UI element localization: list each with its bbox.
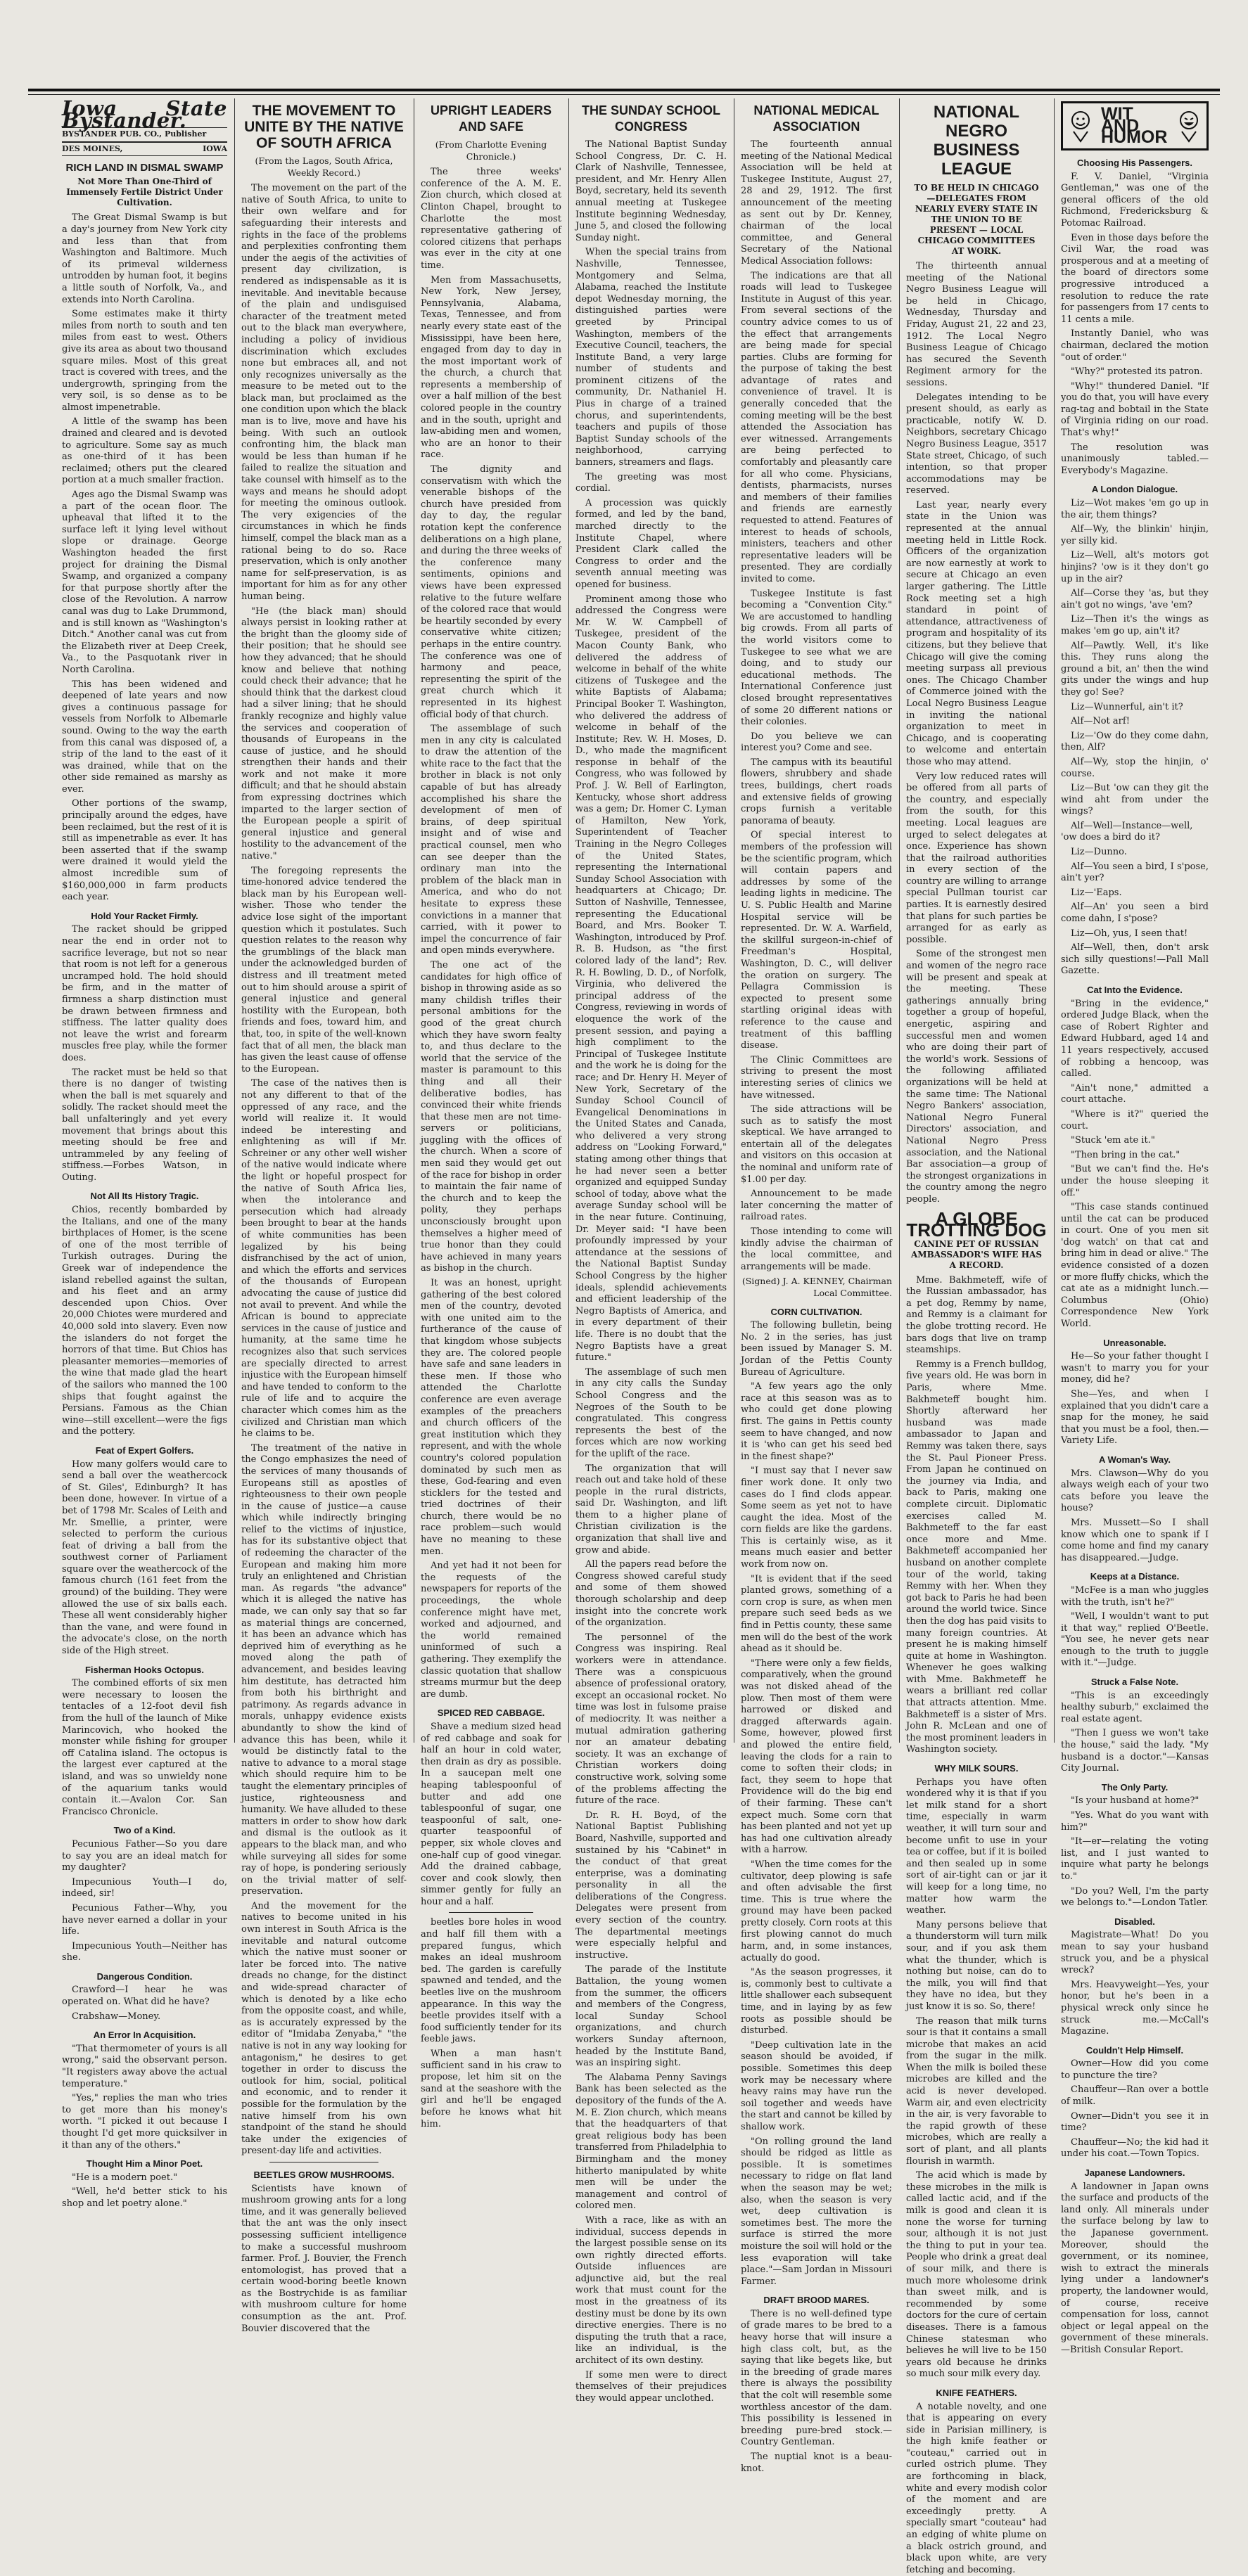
paragraph: "On rolling ground the land should be ridged as little as possible. It is sometimes necessary to ridge on flat land when the season may be wet; also, when the season is very wet, deep cultivation is sometimes best. The more the surface is stirred the more moisture the soil will hold or the less evaporation will take place."—Sam Jordan in Missouri Farmer. xyxy=(741,2136,892,2288)
headline-upright-leaders: UPRIGHT LEADERS AND SAFE xyxy=(421,103,561,135)
paragraph: Remmy is a French bulldog, five years old. He was born in Paris, where Mme. Bakhmeteff bought him. Shortly afterward her husband was made ambassador to Japan and Remmy was taken there, says the St. Paul Pioneer Press. From Japan he continued on the journey via India, and back to Paris, making one complete circuit. Diplomatic exercises called M. Bakhmeteff to the far east once more and Mme. Bakhmeteff accompanied her husband on another complete tour of the world, taking Remmy with her. When they got back to Paris he had been around the world twice. Since then the dog has paid visits to many foreign countries. At present he is making himself quite at home in Washington. Whenever he goes walking with Mme. Bakhmeteff he wears a brilliant red collar that attracts attention. Mme. Bakhmeteff is a sister of Mrs. John R. McLean and one of the most prominent leaders in Washington society. xyxy=(906,1359,1047,1756)
paragraph: "Yes," replies the man who tries to get more than his money's worth. "I picked it out because I thought I'd get more quicksilver in it than any of the others." xyxy=(62,2093,227,2151)
paragraph: The Great Dismal Swamp is but a day's journey from New York city and less than that from Washington and Baltimore. Much of its primeval wilderness untrodden by human foot, it begins a little south of Norfolk, Va., and extends into North Carolina. xyxy=(62,212,227,306)
top-rule-thin xyxy=(28,94,1220,95)
paragraph: Delegates intending to be present should, as early as practicable, notify W. D. Neighbors, secretary Chicago Negro Business League, 3517 State street, Chicago, of such intention, so that proper accommodations may be reserved. xyxy=(906,392,1047,497)
paragraph: Impecunious Youth—I do, indeed, sir! xyxy=(62,1877,227,1900)
paragraph: Mrs. Clawson—Why do you always weigh each of your two cats before you leave the house? xyxy=(1061,1468,1209,1515)
paragraph: "Why?" protested its patron. xyxy=(1061,366,1209,378)
paragraph: Alf—Wy, stop the hinjin, o' course. xyxy=(1061,757,1209,780)
paragraph: Alf—Wy, the blinkin' hinjin, yer silly kid. xyxy=(1061,524,1209,547)
paragraph: A notable novelty, and one that is appearing on every side in Parisian millinery, is the high knife feather or "couteau," carried out in curled ostrich plume. They are forthcoming in black, white and every modish color of the moment and are exceedingly pretty. A specially smart "couteau" had an edging of white plume on a black ostrich ground, and black upon white, are very fetching and becoming. xyxy=(906,2402,1047,2576)
paragraph: "A few years ago the only race at this season was as to who could get done plowing first. The gains in Pettis county seem to have changed, and now it is 'who can get his seed bed in the finest shape?' xyxy=(741,1381,892,1463)
paragraph: Alf—Well, then, don't arsk sich silly questions!—Pall Mall Gazette. xyxy=(1061,942,1209,978)
top-rule xyxy=(28,89,1220,91)
column-7 xyxy=(1061,98,1209,1743)
paragraph: Liz—'Eaps. xyxy=(1061,887,1209,899)
headline-beetles: BEETLES GROW MUSHROOMS. xyxy=(241,2170,407,2181)
paragraph: Owner—How did you come to puncture the tire? xyxy=(1061,2058,1209,2082)
humor-headline: Struck a False Note. xyxy=(1061,1677,1209,1689)
credit-upright-leaders: (From Charlotte Evening Chronicle.) xyxy=(421,139,561,162)
wit-and-humor-title: WIT AND HUMOR xyxy=(1101,108,1169,143)
paragraph: All the papers read before the Congress showed careful study and some of them showed thorough scholarship and deep insight into the concrete work of the organization. xyxy=(575,1559,727,1629)
paragraph: The resolution was unanimously tabled.—Everybody's Magazine. xyxy=(1061,442,1209,478)
paragraph: The greeting was most cordial. xyxy=(575,472,727,495)
paragraph: Alf—You seen a bird, I s'pose, ain't yer? xyxy=(1061,861,1209,885)
paragraph: "As the season progresses, it is, commonly best to cultivate a little shallower each subsequent time, and in laying by as few roots as possible should be disturbed. xyxy=(741,1967,892,2037)
paragraph: Some of the strongest men and women of the negro race will be present and speak at the meeting. These gatherings annually bring together a group of hopeful, energetic, aspiring and successful men and women who are doing their part of the world's work. Sessions of the following affiliated organizations will be held at the same time: The National Negro Bankers' association, National Negro Funeral Directors' association, and National Negro Press association, and the National Bar association—a group of the strongest organizations in the country among the negro people. xyxy=(906,949,1047,1205)
paragraph: Chauffeur—No; the kid had it under his coat.—Town Topics. xyxy=(1061,2137,1209,2160)
paragraph: "When the time comes for the cultivator, deep plowing is safe and often advisable the first time. This is true where the ground may have been packed pretty closely. Corn roots at this first plowing cannot do much harm, and, in some instances, actually do good. xyxy=(741,1859,892,1964)
paragraph: A little of the swamp has been drained and cleared and is devoted to agriculture. Some say as much as one-third of it has been reclaimed; others put the cleared portion at a much smaller fraction. xyxy=(62,416,227,487)
masthead-place xyxy=(62,142,227,157)
paragraph: Alf—Not arf! xyxy=(1061,716,1209,728)
paragraph: The indications are that all roads will lead to Tuskegee Institute in August of this year. From several sections of the country advice comes to us of the effect that arrangements are being made for special parties. Clubs are forming for the purpose of taking the best advantage of rates and convenience of travel. It is generally conceded that the coming meeting will be the best attended the Association has ever witnessed. Arrangements are being perfected to comfortably and pleasantly care for all who come. Physicians, dentists, pharmacists, nurses and members of their families and friends are earnestly requested to attend. Features of interest to heads of schools, ministers, teachers and other representative leaders will be presented. They are cordially invited to come. xyxy=(741,271,892,586)
column-rule xyxy=(568,98,569,1743)
article-beetles-continued xyxy=(421,1917,561,2130)
divider xyxy=(449,1912,533,1913)
paragraph: Shave a medium sized head of red cabbage and soak for half an hour in cold water, then drain as dry as possible. In a saucepan melt one heaping tablespoonful of butter and add one tablespoonful of sugar, one teaspoonful of salt, one-quarter teaspoonful of pepper, six whole cloves and one-half cup of good vinegar. Add the drained cabbage, cover and cook slowly, then simmer gently for fully an hour and a half. xyxy=(421,1722,561,1909)
paragraph: The thirteenth annual meeting of the National Negro Business League will be held in Chicago, Wednesday, Thursday and Friday, August 21, 22 and 23, 1912. The Local Negro Business League of Chicago has secured the Seventh Regiment armory for the sessions. xyxy=(906,261,1047,390)
paragraph: Liz—Well, alt's motors got hinjins? 'ow is it they don't go up in the air? xyxy=(1061,550,1209,585)
masthead-state: IOWA xyxy=(203,143,227,155)
paragraph: "Then I guess we won't take the house," said the lady. "My husband is a doctor."—Kansas City Journal. xyxy=(1061,1728,1209,1774)
paragraph: Some estimates make it thirty miles from north to south and ten miles from east to west. Others give its area as about two thousand square miles. Most of this great tract is covered with trees, and the undergrowth, springing from the very soil, is so dense as to be almost impenetrable. xyxy=(62,309,227,414)
paragraph: "Do you? Well, I'm the party we belongs to."—London Tatler. xyxy=(1061,1886,1209,1909)
paragraph: "Yes. What do you want with him?" xyxy=(1061,1810,1209,1833)
article-minor-poet xyxy=(62,2172,227,2210)
paragraph: Mrs. Mussett—So I shall know which one to spank if I come home and find my canary has disappeared.—Judge. xyxy=(1061,1518,1209,1564)
paragraph: "This case stands continued until the cat can be produced in court. One of you men sit 'dog watch' on that cat and bring him in dead or alive." The evidence consisted of a dozen or more fluffy chicks, which the cat ate as a midnight lunch.—Columbus (Ohio) Correspondence New York World. xyxy=(1061,1202,1209,1331)
jester-face-icon xyxy=(1067,108,1094,144)
paragraph: Alf—An' you seen a bird come dahn, I s'pose? xyxy=(1061,902,1209,925)
article-beetles xyxy=(241,2184,407,2335)
headline-brood-mares: DRAFT BROOD MARES. xyxy=(741,2295,892,2307)
article-south-africa xyxy=(241,183,407,2158)
headline-error: An Error In Acquisition. xyxy=(62,2030,227,2042)
humor-headline: A Woman's Way. xyxy=(1061,1454,1209,1466)
paragraph: "This is an exceedingly healthy suburb," exclaimed the real estate agent. xyxy=(1061,1691,1209,1726)
headline-corn: CORN CULTIVATION. xyxy=(741,1307,892,1319)
paragraph: There is no well-defined type of grade mares to be bred to a heavy horse that will insure a high class colt, but, as the saying that like begets like, but in the breeding of grade mares there is always the possibility that the colt will resemble some worthless ancestor of the dam. This possibility is lessened in breeding pure-bred stock.—Country Gentleman. xyxy=(741,2309,892,2449)
paragraph: When the special trains from Nashville, Tennessee, Montgomery and Selma, Alabama, reached the Institute depot Wednesday morning, the distinguished parties were greeted by Principal Washington, members of the Executive Council, teachers, the Institute Band, a very large number of students and prominent citizens of the community, Dr. Nathaniel H. Pius in charge of a trained chorus, and superintendents, teachers and pupils of those Baptist Sunday schools of the neighborhood, carrying banners, streamers and flags. xyxy=(575,247,727,468)
humor-headline: The Only Party. xyxy=(1061,1782,1209,1794)
paragraph: Crawford—I hear he was operated on. What did he have? xyxy=(62,1985,227,2008)
paragraph: Of special interest to members of the profession will be the scientific program, which will contain papers and addresses by some of the leading lights in medicine. The U. S. Public Health and Marine Hospital service will be represented. Dr. W. A. Warfield, the skillful surgeon-in-chief of Freedman's Hospital, Washington, D. C., will deliver the oration on surgery. The Pellagra Commission is expected to present some startling original ideas with reference to the cause and treatment of this baffling disease. xyxy=(741,830,892,1051)
paragraph: The foregoing represents the time-honored advice tendered the black man by his European well-wisher. Those who tender the advice lose sight of the important question which it postulates. Such question relates to the reason why the grumblings of the black man under the acknowledged burden of distress and ill treatment meted out to him should arouse a spirit of general injustice and general hostility with the European, both friends and foes, toward him, and that, too, in spite of the well-known fact that of all men, the black man has given the least cause of offense to the European. xyxy=(241,866,407,1076)
paragraph: F. V. Daniel, "Virginia Gentleman," was one of the general officers of the old Richmond, Fredericksburg & Potomac Railroad. xyxy=(1061,172,1209,230)
humor-headline: A London Dialogue. xyxy=(1061,484,1209,496)
article-globe-trotting-dog xyxy=(906,1275,1047,1756)
paragraph: "Why!" thundered Daniel. "If you do that, you will have every rag-tag and bobtail in the State of Virginia riding on our road. That's why!" xyxy=(1061,381,1209,440)
laughing-face-icon xyxy=(1176,108,1202,144)
headline-medical-association: NATIONAL MEDICAL ASSOCIATION xyxy=(741,103,892,135)
paragraph: "Stuck 'em ate it." xyxy=(1061,1135,1209,1147)
deck-dismal-swamp: Not More Than One-Third of Immensely Fertile District Under Cultivation. xyxy=(66,177,223,208)
paragraph: The National Baptist Sunday School Congress, Dr. C. H. Clark of Nashville, Tennessee, president, and Mr. Henry Allen Boyd, secretary, held its seventh annual meeting at Tuskegee Institute beginning Wednesday, June 5, and closed the following Sunday night. xyxy=(575,139,727,244)
signature: (Signed) J. A. KENNEY, Chairman Local Committee. xyxy=(741,1276,892,1299)
paragraph: Mrs. Heavyweight—Yes, your honor, but he's been in a physical wreck only since he struck me.—McCall's Magazine. xyxy=(1061,1980,1209,2038)
paragraph: Announcement to be made later concerning the matter of railroad rates. xyxy=(741,1188,892,1224)
headline-dismal-swamp: RICH LAND IN DISMAL SWAMP xyxy=(62,162,227,174)
article-racket xyxy=(62,924,227,1184)
headline-south-africa: THE MOVEMENT TO UNITE BY THE NATIVE OF SOUTH AFRICA xyxy=(241,103,407,151)
paragraph: The parade of the Institute Battalion, the young women from the summer, the officers and members of the Congress, local Sunday School organizations, and church workers Sunday afternoon, headed by the Institute Band, was an inspiring sight. xyxy=(575,1964,727,2069)
headline-golfers: Feat of Expert Golfers. xyxy=(62,1445,227,1457)
paragraph: "Deep cultivation late in the season should be avoided, if possible. Sometimes this deep work may be necessary where heavy rains may have run the soil together and weeds have the start and cannot be killed by shallow work. xyxy=(741,2040,892,2134)
paragraph: Do you believe we can interest you? Come and see. xyxy=(741,731,892,755)
paragraph: "Where is it?" queried the court. xyxy=(1061,1109,1209,1132)
headline-business-league: NATIONAL NEGRO BUSINESS LEAGUE xyxy=(906,103,1047,179)
paragraph: "Well, I wouldn't want to put it that way," replied O'Beetle. "You see, he never gets near enough to the truth to juggle with it."—Judge. xyxy=(1061,1611,1209,1670)
paragraph: "There were only a few fields, comparatively, when the ground was not disked ahead of the plow. Then most of them were harrowed or disked and dragged afterwards again. Some, however, plowed first and plowed the entire field, leaving the clods for a rain to come to soften their clods; in fact, they seem to hope that Providence will do the big end of their farming. These can't expect much. Some corn that has been planted and not yet up has had one cultivation already with a harrow. xyxy=(741,1658,892,1857)
paragraph: Perhaps you have often wondered why it is that if you let milk stand for a short time, especially in warm weather, it will turn sour and become unfit to use in your tea or coffee, but if it is boiled and then sealed up in some sort of air-tight can or jar it will keep for a long time, no matter how warm the weather. xyxy=(906,1777,1047,1917)
paragraph: The nuptial knot is a beau-knot. xyxy=(741,2452,892,2475)
column-1 xyxy=(62,98,227,1743)
headline-globe-trotting-dog: A GLOBE TROTTING DOG xyxy=(906,1213,1047,1236)
article-knife-feathers xyxy=(906,2402,1047,2576)
paragraph: Pecunious Father—Why, you have never earned a dollar in your life. xyxy=(62,1903,227,1938)
paragraph: Prominent among those who addressed the Congress were Mr. W. W. Campbell of Tuskegee, president of the Macon County Bank, who delivered the address of welcome in behalf of the white citizens of Tuskegee and the white Baptists of Alabama; Principal Booker T. Washington, who delivered the address of welcome in behalf of the Institute; Rev. W. H. Moses, D. D., who made the magnificent response in behalf of the Congress, who was followed by Prof. J. W. Bell of Earlington, Kentucky, whose short address was a gem; Dr. Homer C. Lyman of Hamilton, New York, Superintendent of Teacher Training in the Negro Colleges of the United States, representing the International Sunday School Association with headquarters at Chicago; Dr. Sutton of Nashville, Tennessee, representing the Educational Board, and Mrs. Booker T. Washington, introduced by Prof. R. B. Hudson, as "the first colored lady of the land"; Rev. R. H. Bowling, D. D., of Norfolk, Virginia, who delivered the principal address of the Congress, reviewing in words of eloquence the work of the present session, and paying a high compliment to the Principal of Tuskegee Institute and the work he is doing for the race; and Dr. Henry H. Meyer of New York, Secretary of the Sunday School Council of Evangelical Denominations in the United States and Canada, who delivered a very strong address on "Looking Forward," stating among other things that he had never seen a better organized and equipped Sunday school of today, above what the average Sunday school will be in the near future. Continuing, Dr. Meyer said: "I have been profoundly impressed by your attendance at the sessions of the National Baptist Sunday School Congress by the higher ideals, splendid achievements and efficient leadership of the Negro Baptists of America, and in every department of their life. There is no doubt that the Negro Baptists have a great future." xyxy=(575,594,727,1364)
paragraph: Other portions of the swamp, principally around the edges, have been reclaimed, but the rest of it is still as impenetrable as ever. It has been asserted that if the swamp were drained it would yield the almost incredible sum of $160,000,000 in farm products each year. xyxy=(62,798,227,903)
paragraph: "Then bring in the cat." xyxy=(1061,1150,1209,1162)
paragraph: Liz—Wot makes 'em go up in the air, them things? xyxy=(1061,498,1209,521)
humor-headline: Keeps at a Distance. xyxy=(1061,1571,1209,1583)
headline-racket: Hold Your Racket Firmly. xyxy=(62,911,227,923)
paragraph: The fourteenth annual meeting of the National Medical Association will be held at Tuskegee Institute, August 27, 28 and 29, 1912. The first announcement of the meeting as sent out by Dr. Kenney, chairman of the local committee, and General Secretary of the National Medical Association follows: xyxy=(741,139,892,268)
article-error xyxy=(62,2044,227,2151)
paragraph: The three weeks' conference of the A. M. E. Zion church, which closed at Clinton Chapel, brought to Charlotte the most representative gathering of colored citizens that perhaps was ever in the city at one time. xyxy=(421,167,561,271)
paragraph: "That thermometer of yours is all wrong," said the observant person. "It registers away above the actual temperature." xyxy=(62,2044,227,2090)
paragraph: He—So your father thought I wasn't to marry you for your money, did he? xyxy=(1061,1351,1209,1386)
paragraph: If some men were to direct themselves of their prejudices they would appear unclothed. xyxy=(575,2370,727,2405)
paragraph: Liz—Oh, yus, I seen that! xyxy=(1061,928,1209,940)
paragraph: The Alabama Penny Savings Bank has been selected as the depository of the funds of the A. M. E. Zion church, which means that the headquarters of that great religious body has been transferred from Philadelphia to Birmingham and the money hitherto manipulated by white men will be under the management and control of colored men. xyxy=(575,2072,727,2212)
article-dangerous-condition xyxy=(62,1985,227,2023)
paragraph: Chauffeur—Ran over a bottle of milk. xyxy=(1061,2084,1209,2108)
masthead-title: Iowa State Bystander. xyxy=(62,103,227,126)
article-brood-mares xyxy=(741,2309,892,2475)
humor-headline: Japanese Landowners. xyxy=(1061,2167,1209,2179)
paragraph: "I must say that I never saw finer work done. It only two cases do I find clods appear. Some seem as yet not to have caught the idea. Most of the corn fields are like the gardens. This is certainly wise, as it means much easier and better work from now on. xyxy=(741,1466,892,1570)
deck-business-league: TO BE HELD IN CHICAGO—DELEGATES FROM NEARLY EVERY STATE IN THE UNION TO BE PRESENT — LOCAL CHICAGO COMMITTEES AT WORK. xyxy=(910,183,1043,257)
article-corn xyxy=(741,1320,892,2288)
paragraph: Crabshaw—Money. xyxy=(62,2011,227,2023)
headline-red-cabbage: SPICED RED CABBAGE. xyxy=(421,1707,561,1719)
paragraph: Pecunious Father—So you dare to say you are an ideal match for my daughter? xyxy=(62,1839,227,1874)
paragraph: With a race, like as with an individual, success depends in the largest possible sense on its own rightly directed efforts. Outside influences are adjunctive aid, but the real work that must count for the most in the greatness of its destiny must be done by its own directive energies. There is no disputing the truth that a race, like an individual, is the architect of its own destiny. xyxy=(575,2215,727,2367)
paragraph: The racket should be gripped near the end in order not to sacrifice leverage, but not so near that room is not left for a generous uncramped hold. The hold should be firm, and in the matter of firmness a sharp distinction must be drawn between firmness and stiffness. The latter quality does not leave the wrist and forearm muscles free play, while the former does. xyxy=(62,924,227,1064)
paragraph: It was an honest, upright gathering of the best colored men of the country, devoted with one united aim to the furtherance of the cause of that kingdom whose subjects they are. The colored people have safe and sane leaders in these men. If those who attended the Charlotte conference are even average examples of the preachers and church officers of the great institution which they represent, and with the whole country's colored population dominated by such men as these, God-fearing and even sticklers for the tested and tried doctrines of their church, there would be no race problem—such would have no meaning to these men. xyxy=(421,1278,561,1558)
paragraph: Chios, recently bombarded by the Italians, and one of the many birthplaces of Homer, is the scene of one of the most terrible of Turkish outrages. During the Greek war of independence the island rebelled against the sultan, and his fleet and an army descended upon Chios. Over 20,000 Chiotes were murdered and 40,000 sold into slavery. Even now the islanders do not forget the horrors of that time. But Chios has pleasanter memories—memories of the wine that made glad the heart of the sailors who manned the 100 ships that fought against the Persians. Famous as the Chian wine—still excellent—were the figs and the pottery. xyxy=(62,1205,227,1438)
column-rule xyxy=(1054,98,1055,1743)
column-3 xyxy=(421,98,561,1743)
paragraph: Liz—But 'ow can they git the wind aht from under the wings? xyxy=(1061,783,1209,818)
paragraph: The racket must be held so that there is no danger of twisting when the ball is met squarely and solidly. The racket should meet the ball unfalteringly and yet every movement that brings about this meeting should be free and untrammeled by any feeling of stiffness.—Forbes Watson, in Outing. xyxy=(62,1068,227,1184)
paragraph: The dignity and conservatism with which the venerable bishops of the church have presided from day to day, the regular rotation kept the conference deliberations on a high plane, and during the three weeks of the conference many sentiments, opinions and views have been expressed relative to the future welfare of the colored race that would be heartily seconded by every conservative white citizen; perhaps in the entire country. The conference was one of harmony and peace, representing the spirit of the great church which it represented in its highest official body of that church. xyxy=(421,464,561,721)
paragraph: "Bring in the evidence," ordered Judge Black, when the case of Robert Righter and Edward Hubbard, aged 14 and 11 years respectively, accused of robbing a hencoop, was called. xyxy=(1061,999,1209,1080)
paragraph: Last year, nearly every state in the Union was represented at the annual meeting held in Little Rock. Officers of the organization are now earnestly at work to secure at Chicago an even larger gathering. The Little Rock meeting set a high standard in point of attendance, attractiveness of program and hospitality of its citizens, but they believe that Chicago will give the coming meeting surpass all previous ones. The Chicago Chamber of Commerce joined with the Local Negro Business League in inviting the national organization to meet in Chicago, and is cooperating to welcome and entertain those who may attend. xyxy=(906,500,1047,769)
paragraph: The treatment of the native in the Congo emphasizes the need of the services of many thousands of Europeans still as apostles of righteousness to their own people in the cause of justice—a cause which while indirectly bringing relief to the victims of injustice, has for its substantive object that of redeeming the character of the European and making him more truly an enlightened and Christian man. As regards "the advance" which it is alleged the native has made, we can only say that so far as material things are concerned, it has been an advance which has deprived him of everything as he moved along the path of advancement, and besides leaving him destitute, has detracted him from both his birthright and patrimony. As regards advance in morals, unhappy evidence exists abundantly to show the kind of advance this has been, while it would be distinctly fatal to the native to advance to a moral stage which should require him to be taught the elementary principles of justice, righteousness and humanity. We have alluded to these matters in order to show how dark and dismal is the outlook as it appears to the black man, and who while surveying all sides for some ray of hope, is pondering seriously on the trivial matter of self-preservation. xyxy=(241,1443,407,1898)
headline-octopus: Fisherman Hooks Octopus. xyxy=(62,1665,227,1677)
deck-globe-trotting-dog: CANINE PET OF RUSSIAN AMBASSADOR'S WIFE HAS A RECORD. xyxy=(910,1239,1043,1271)
paragraph: Alf—Well—Instance—well, 'ow does a bird do it? xyxy=(1061,821,1209,844)
wit-and-humor-box xyxy=(1061,101,1209,150)
paragraph: The reason that milk turns sour is that it contains a small microbe that makes an acid from the sugar in the milk. When the milk is boiled these microbes are killed and the acid is never developed. Warm air, and even electricity in the air, is very favorable to the rapid growth of these microbes, which are really a sort of plant, and all plants flourish in warmth. xyxy=(906,2016,1047,2168)
column-rule xyxy=(234,98,235,1743)
article-chios xyxy=(62,1205,227,1438)
headline-milk-sours: WHY MILK SOURS. xyxy=(906,1763,1047,1775)
article-business-league xyxy=(906,261,1047,1206)
paragraph: "Ain't none," admitted a court attache. xyxy=(1061,1083,1209,1106)
paragraph: Dr. R. H. Boyd, of the National Baptist Publishing Board, Nashville, supported and sustained by his "Cabinet" in the conduct of that great enterprise, was a dominating personality in all the deliberations of the Congress. Delegates were present from every section of the country. The departmental meetings were especially helpful and instructive. xyxy=(575,1810,727,1962)
article-red-cabbage xyxy=(421,1722,561,1909)
paragraph: "Well, he'd better stick to his shop and let poetry alone." xyxy=(62,2186,227,2210)
headline-knife-feathers: KNIFE FEATHERS. xyxy=(906,2388,1047,2399)
paragraph: Alf—Corse they 'as, but they ain't got no wings, 'ave 'em? xyxy=(1061,588,1209,611)
humor-headline: Disabled. xyxy=(1061,1916,1209,1928)
paragraph: The case of the natives then is not any different to that of the oppressed of any race, and the world will realize it. It would indeed be interesting and enlightening as will if Mr. Schreiner or any other well wisher of the native would indicate where the light or hopeful prospect for the native of South Africa lies, when the intolerance and persecution which had already been brought to bear at the hands of white communities has been legalized by his being disfranchised by the act of union, and which the efforts and services of the thousands of European advocating the cause of justice did not avail to prevent. And while the African is bound to appreciate services in the cause of justice and humanity, at the same time he recognizes also that such services are specially directed to arrest injustice with the European himself and have tended to conform to the rule of life and to acquire the character which comes him as the civilized and Christian man which he claims to be. xyxy=(241,1078,407,1440)
paragraph: "He is a modern poet." xyxy=(62,2172,227,2184)
paragraph: And the movement for the natives to become united in his own interest in South Africa is the inevitable and natural outcome which the native must sooner or later be forced into. The native dreads no change, for the distinct and wide-spread character of which is denoted by a like echo from the opposite coast, and while, as is accurately expressed by the editor of "Imidaba Zenyaba," "the native is not in any way looking for antagonism," he desires to get together in order to discuss the outlook for him, social, political and economic, and to render it possible for the formulation by the native himself from his own standpoint of the stand he should take under the exigencies of present-day life and activities. xyxy=(241,1901,407,2158)
paragraph: A landowner in Japan owns the surface and products of the land only. All minerals under the surface belong by law to the Japanese government. Moreover, should the government, or its nominee, wish to extract the minerals lying under a landowner's property, the landowner would, of course, receive compensation for loss, cannot object or legal appeal on the government of these minerals.—British Consular Report. xyxy=(1061,2181,1209,2357)
paragraph: "He (the black man) should always persist in looking rather at the bright than the gloomy side of their position; that he should see how they advanced; that he should know and believe that nothing could check their advance; that he should think that the darkest cloud had a silver lining; that he should frankly recognize and highly value the services and cooperation of thousands of Europeans in the cause of justice, and he should strengthen their hands and their work and not make it more difficult; and that he should abstain from expressing doctrines which imparted to the larger section of the European people a spirit of general injustice and general hostility to the advancement of the native." xyxy=(241,606,407,863)
paragraph: The assemblage of such men in any city calls the Sunday School Congress and the Negroes of the South to be congratulated. This congress represents the best of the forces which are now working for the uplift of the race. xyxy=(575,1367,727,1461)
paragraph: Instantly Daniel, who was chairman, declared the motion "out of order." xyxy=(1061,328,1209,364)
humor-headline: Cat Into the Evidence. xyxy=(1061,985,1209,997)
humor-headline: Couldn't Help Himself. xyxy=(1061,2045,1209,2057)
humor-sections xyxy=(1061,158,1209,2357)
paragraph: Mme. Bakhmeteff, wife of the Russian ambassador, has a pet dog, Remmy by name, and Remmy is a claimant for the globe trotting record. He bars dogs that live on tramp steamships. xyxy=(906,1275,1047,1357)
humor-headline: Unreasonable. xyxy=(1061,1338,1209,1350)
paragraph: She—Yes, and when I explained that you didn't care a snap for the money, he said that you must be a fool, then.—Variety Life. xyxy=(1061,1389,1209,1447)
paragraph: "It is evident that if the seed planted grows, something of a corn crop is sure, as when men prepare such seed beds as we find in Pettis county, these same men will do the best of the work ahead as it should be. xyxy=(741,1574,892,1655)
credit-south-africa: (From the Lagos, South Africa, Weekly Record.) xyxy=(241,155,407,179)
paragraph: How many golfers would care to send a ball over the weathercock of St. Giles', Edinburgh? It has been done, however. In virtue of a bet of 1798 Mr. Scales of Leith and Mr. Smellie, a printer, were selected to perform the curious feat of driving a ball from the southwest corner of Parliament square over the weathercock of the famous church (161 feet from the ground) of the building. They were allowed the use of six balls each. These all went considerably higher than the vane, and were found in the advocate's close, on the north side of the High street. xyxy=(62,1459,227,1658)
article-golfers xyxy=(62,1459,227,1658)
paragraph: Liz—Then it's the wings as makes 'em go up, ain't it? xyxy=(1061,614,1209,637)
headline-chios: Not All Its History Tragic. xyxy=(62,1191,227,1203)
paragraph: The combined efforts of six men were necessary to loosen the tentacles of a 12-foot devil fish from the hull of the launch of Mike Marincovich, who hooked the monster while fishing for grouper off Catalina island. The octopus is the largest ever captured at the island, and was so unwieldy none of the aquarium tanks would contain it.—Avalon Cor. San Francisco Chronicle. xyxy=(62,1678,227,1818)
paragraph: Alf—Pawtly. Well, it's like this. They runs along the ground a bit, an' then the wind gits under the wings and hup they go! See? xyxy=(1061,641,1209,699)
masthead-city: DES MOINES, xyxy=(62,143,122,155)
headline-minor-poet: Thought Him a Minor Poet. xyxy=(62,2158,227,2170)
paragraph: Ages ago the Dismal Swamp was a part of the ocean floor. The upheaval that lifted it to the surface left it lying level without slope or drainage. George Washington headed the first project for draining the Dismal Swamp, and organized a company for that purpose shortly after the close of the Revolution. A narrow canal was dug to Lake Drummond, and is still known as "Washington's Ditch." Another canal was cut from the Elizabeth river at Deep Creek, Va., to the Pasquotank river in North Carolina. xyxy=(62,489,227,677)
paragraph: The acid which is made by these microbes in the milk is called lactic acid, and if the milk is good and clean it is none the worse for turning sour, although it is not just the thing to put in your tea. People who drink a great deal of sour milk, and there is much more wholesome drink than sweet milk, and is recommended by some doctors for the cure of certain diseases. There is a famous Chinese statesman who believes he will live to be 150 years old because he drinks so much sour milk every day. xyxy=(906,2170,1047,2380)
paragraph: Very low reduced rates will be offered from all parts of the country, and especially from the south, for this meeting. Local leagues are urged to select delegates at once. Experience has shown that the railroad authorities in every section of the country are willing to arrange special Pullman tourist car parties. It is earnestly desired that plans for such parties be arranged for as early as possible. xyxy=(906,771,1047,947)
paragraph: Liz—Dunno. xyxy=(1061,847,1209,859)
paragraph: The personnel of the Congress was inspiring. Real workers were in attendance. There was a conspicuous absence of professional oratory, except an occasional rocket. No time was lost in fulsome praise of mediocrity. It was neither a mutual admiration gathering nor an amateur debating society. It was an exchange of Christian workers doing constructive work, solving some of the problems affecting the future of the race. xyxy=(575,1632,727,1807)
masthead-line xyxy=(62,127,227,142)
paragraph: When a man hasn't sufficient sand in his craw to propose, let him sit on the sand at the seashore with the girl and he'll be engaged before he knows what hit him. xyxy=(421,2049,561,2130)
headline-sunday-school: THE SUNDAY SCHOOL CONGRESS xyxy=(575,103,727,135)
paragraph: Men from Massachusetts, New York, New Jersey, Pennsylvania, Alabama, Texas, Tennessee, and from nearly every state east of the Mississippi, have been here, engaged from day to day in the most important work of the church, a church that represents a membership of over a half million of the best colored people in the country and in the south, upright and law-abiding men and women, who are an honor to their race. xyxy=(421,275,561,462)
headline-two-of-a-kind: Two of a Kind. xyxy=(62,1825,227,1837)
headline-dangerous-condition: Dangerous Condition. xyxy=(62,1971,227,1983)
article-upright-leaders xyxy=(421,167,561,1700)
column-4 xyxy=(575,98,727,1743)
paragraph: The side attractions will be such as to satisfy the most skeptical. We have arranged to entertain all of the delegates and visitors on this occasion at the nominal and uniform rate of $1.00 per day. xyxy=(741,1104,892,1186)
paragraph: Impecunious Youth—Neither has she. xyxy=(62,1941,227,1964)
article-sunday-school xyxy=(575,139,727,2404)
column-2 xyxy=(241,98,407,1743)
paragraph: Even in those days before the Civil War, the road was prosperous and at a meeting of the board of directors some progressive introduced a resolution to reduce the rate for passengers from 17 cents to 11 cents a mile. xyxy=(1061,233,1209,326)
article-dismal-swamp xyxy=(62,212,227,903)
paragraph: The Clinic Committees are striving to present the most interesting series of clinics we have witnessed. xyxy=(741,1055,892,1101)
paragraph: The movement on the part of the native of South Africa, to unite to their own welfare and for safeguarding their interests and rights in the face of the problems and perplexities confronting them under the aegis of the activities of present day civilization, is rendered as indispensable as it is inevitable. And inevitable because of the plain and undisguised character of the treatment meted out to the black man everywhere, including a policy of invidious discrimination which excludes none but embraces all, and not only recognizes universally as the measure to be meted out to the black man, but proclaimed as the one condition upon which the black man is to live, move and have his being. With such an outlook confronting him, the black man would be less than human if he failed to realize the situation and take counsel with himself as to the ways and means he should adopt for meeting the ominous outlook. The very exigencies of the circumstances in which he finds himself, compel the black man as a rational being to do so. Race preservation, which is only another name for self-preservation, is as important for him as for any other human being. xyxy=(241,183,407,603)
paragraph: Magistrate—What! Do you mean to say your husband struck you, and be a physical wreck? xyxy=(1061,1930,1209,1976)
column-5 xyxy=(741,98,892,1743)
paragraph: And yet had it not been for the requests of the newspapers for reports of the proceedings, the whole conference might have met, worked and adjourned, and the world remained uninformed of such a gathering. They exemplify the classic quotation that shallow streams murmur but the deep are dumb. xyxy=(421,1561,561,1700)
paragraph: "But we can't find the. He's under the house sleeping it off." xyxy=(1061,1164,1209,1199)
paragraph: Owner—Didn't you see it in time? xyxy=(1061,2111,1209,2134)
paragraph: "McFee is a man who juggles with the truth, isn't he?" xyxy=(1061,1585,1209,1608)
masthead-publisher: BYSTANDER PUB. CO., Publisher xyxy=(62,129,206,141)
paragraph: A procession was quickly formed, and led by the band, marched directly to the Institute Chapel, where President Clark called the Congress to order and the seventh annual meeting was opened for business. xyxy=(575,498,727,591)
paragraph: This has been widened and deepened of late years and now gives a continuous passage for vessels from Norfolk to Albemarle sound. Owing to the way the earth from this canal was disposed of, a strip of the land to the east of it was drained, while that on the other side remained as marshy as ever. xyxy=(62,679,227,796)
paragraph: "It—er—relating the voting list, and I just wanted to inquire what party he belongs to." xyxy=(1061,1836,1209,1883)
column-6 xyxy=(906,98,1047,1743)
article-two-of-a-kind xyxy=(62,1839,227,1964)
paragraph: beetles bore holes in wood and half fill them with a prepared fungus, which makes an ideal mushroom bed. The garden is carefully spawned and tended, and the beetles live on the mushroom appearance. In this way the beetle provides itself with a food sufficiently tender for its feeble jaws. xyxy=(421,1917,561,2046)
paragraph: The following bulletin, being No. 2 in the series, has just been issued by Manager S. M. Jordan of the Pettis County Bureau of Agriculture. xyxy=(741,1320,892,1378)
paragraph: The one act of the candidates for high office of bishop in throwing aside as so many childish trifles their personal ambitions for the good of the great church which they have sworn fealty to, and thus declare to the world that the service of the master is paramount to this thing and all their deliberative bodies, has convinced their white friends that these men are not time-servers or politicians, juggling with the offices of the church. When a score of men said they would get out of the race for bishop in order to maintain the fair name of the church and to keep the polity, they perhaps unconsciously brought upon themselves a higher meed of true honor than they could have achieved in many years as bishop in the church. xyxy=(421,960,561,1275)
paragraph: The assemblage of such men in any city is calculated to draw the attention of the white race to the fact that the brother in black is not only capable of but has already accomplished his share the development of men of brains, of deep spiritual insight and of wise and practical counsel, men who can see deeper than the ordinary man into the problem of the black man in America, and who do not hesitate to express these convictions in a manner that carried, with it power to impel the concurrence of fair and open minds everywhere. xyxy=(421,724,561,957)
paragraph: The organization that will reach out and take hold of these people in the rural districts, said Dr. Washington, and lift them to a higher plane of Christian civilization is the organization that shall live and grow and abide. xyxy=(575,1463,727,1557)
paragraph: Many persons believe that a thunderstorm will turn milk sour, and if you ask them what the thunder, which is nothing but noise, can do to the milk, you will find that they have no idea, but they just know it is so. So, there! xyxy=(906,1920,1047,2013)
article-milk-sours xyxy=(906,1777,1047,2380)
paragraph: Scientists have known of mushroom growing ants for a long time, and it was generally believed that the ant was the only insect possessing sufficient intelligence to make a successful mushroom farmer. Prof. J. Bouvier, the French entomologist, has proved that a certain wood-boring beetle known as the Bostrychide is as familiar with mushroom culture for home consumption as the ant. Prof. Bouvier discovered that the xyxy=(241,2184,407,2335)
article-octopus xyxy=(62,1678,227,1818)
paragraph: Those intending to come will kindly advise the chairman of the local committee, and arrangements will be made. xyxy=(741,1226,892,1273)
paragraph: Liz—Wunnerful, ain't it? xyxy=(1061,702,1209,714)
paragraph: The campus with its beautiful flowers, shrubbery and shade trees, buildings, chert roads and extensive fields of growing crops furnish a veritable panorama of beauty. xyxy=(741,757,892,828)
humor-headline: Choosing His Passengers. xyxy=(1061,158,1209,169)
paragraph: "Is your husband at home?" xyxy=(1061,1795,1209,1807)
paragraph: Liz—'Ow do they come dahn, then, Alf? xyxy=(1061,731,1209,754)
column-rule xyxy=(899,98,900,1743)
article-medical-association xyxy=(741,139,892,1273)
paragraph: Tuskegee Institute is fast becoming a "Convention City." We are accustomed to handling big crowds. From all parts of the world visitors come to Tuskegee to see what we are doing, and to study our educational methods. The International Conference just closed brought representatives of some 20 different nations or their colonies. xyxy=(741,589,892,729)
